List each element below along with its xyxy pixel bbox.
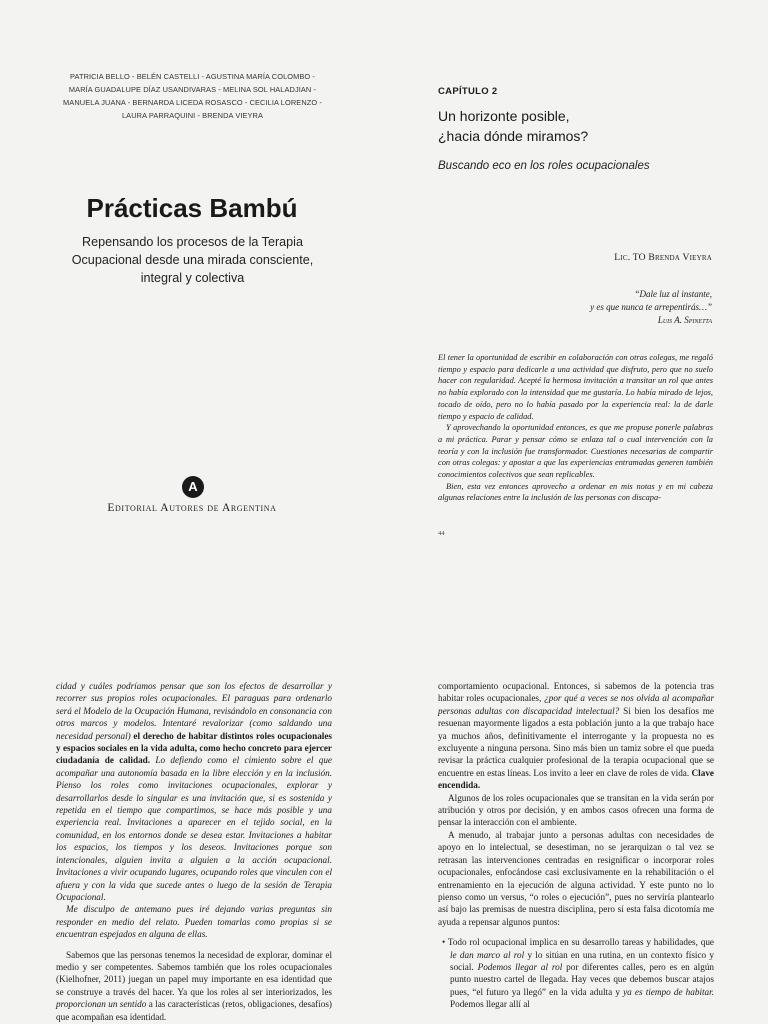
bold-span: el derecho de habitar distintos roles ocupacionales y espacios sociales en la vida adulta, como hecho concreto para ejercer ciudadanía de calidad. — [56, 730, 333, 766]
epigraph-author: Luis A. Spinetta — [657, 315, 712, 325]
text-span: y lo sitúan en una rutina, en un contexto físico y social. — [450, 949, 714, 972]
intro-paragraph: El tener la oportunidad de escribir en colaboración con otras colegas, me regaló tiempo y espacio para dedicarle a una actividad que disfruto, pero que no suelo hacer con regularidad. Acepté la hermosa invitación a transitar un rol que antes no había explorado con la intensidad que me gustaría. Lo había mirado de lejos, tocado de oído, pero no lo había pasado por la experiencia real: la de darle tiempo y espacio de calidad. — [438, 353, 713, 421]
body-page-right — [384, 640, 768, 1024]
body-page-left — [0, 640, 384, 1024]
page-number: 44 — [438, 530, 445, 537]
author-line: LAURA PARRAQUINI - BRENDA VIEYRA — [121, 111, 264, 120]
italic-span: Podemos llegar al rol — [477, 961, 563, 972]
book-title: Prácticas Bambú — [86, 193, 298, 223]
chapter-title — [438, 106, 738, 146]
epigraph-line: y es que nunca te arrepentirás…” — [590, 302, 712, 312]
text-column — [438, 680, 714, 1011]
chapter-page — [384, 0, 768, 640]
paragraph-gap — [438, 928, 714, 936]
epigraph-line: “Dale luz al instante, — [634, 289, 712, 299]
paragraph-gap — [56, 941, 332, 949]
chapter-subtitle: Buscando eco en los roles ocupacionales — [438, 160, 650, 172]
text-span: • Todo rol ocupacional implica en su desarrollo tareas y habilidades, que — [442, 937, 714, 948]
chapter-intro — [438, 352, 713, 504]
text-span: Podemos llegar allí al — [450, 999, 530, 1010]
chapter-title-line: Un horizonte posible, — [438, 108, 570, 124]
body-paragraph — [438, 680, 714, 792]
text-span: comportamiento ocupacional. Entonces, si sabemos de la potencia tras habitar roles ocupacionales, — [438, 681, 714, 704]
text-span: Sabemos que las personas tenemos la necesidad de explorar, dominar el medio y ser competentes. Sabemos también que los roles ocupacionales (Kielhofner, 2011) juegan un papel muy importante en esa identidad que se construye a través del hacer. Ya que los roles al ser interiorizados, les — [56, 949, 332, 997]
chapter-title-line: ¿hacia dónde miramos? — [438, 128, 589, 144]
intro-paragraph: Bien, esta vez entonces aprovecho a ordenar en mis notas y en mi cabeza algunas relaciones entre la inclusión de las personas con discapa- — [438, 481, 713, 503]
chapter-author: Lic. TO Brenda Vieyra — [614, 252, 712, 263]
book-a-logo-icon: A — [182, 476, 204, 498]
body-paragraph — [56, 680, 332, 903]
bullet-item — [438, 936, 714, 1010]
text-column — [56, 680, 332, 1023]
publisher-name — [0, 502, 384, 514]
book-subtitle: Repensando los procesos de la Terapia Ocupacional desde una mirada consciente, integral y colectiva — [71, 235, 314, 285]
author-list — [40, 70, 345, 122]
cover-page — [0, 0, 384, 640]
body-paragraph: A menudo, al trabajar junto a personas adultas con necesidades de apoyo en lo intelectual, se desestiman, no se jerarquizan o tal vez se retrasan las intervenciones centradas en resignificar o incorporar roles ocupacionales, enfocándose casi exclusivamente en la rehabilitación o el entrenamiento en la ejecución de alguna actividad. Y este punto no lo pienso como un versus, “o roles o ejecución”, pues no serviría plantearlo así bajo las premisas de nuestra disciplina, pero sí esta falsa dicotomía me ayuda a repensar algunos puntos: — [438, 829, 714, 927]
body-paragraph — [56, 949, 332, 1023]
text-span: por diferentes calles, pero es en algún punto nuestro cartel de llegada. Hay veces que debemos buscar atajos pues, “el futuro ya llegó” en la vida adulta y — [450, 961, 715, 997]
text-span: Si bien los desafíos me resuenan mayormente ligados a esta población junto a la que trabajo hace ya muchos años, definitivamente el interrogante y la propuesta no es excluyente a ninguna persona. Sino más bien un tamiz sobre el que pueda revisar la práctica cualquier profesional de la terapia ocupacional que se encuentre en estas líneas. Los invito a leer en clave de roles de vida. — [438, 705, 714, 778]
epigraph — [412, 288, 712, 327]
text-span: Lo defiendo como el cimiento sobre el que acompañar una autonomía basada en la libre elección y en la inclusión. Pienso los roles como invitaciones ocupacionales, explorar y desarrollarlos desde lo singular es una invitación que, si es sostenida y repetida en el tiempo que compartimos, se hace más posible y una experiencia real. Invitaciones a aparecer en el tejido social, en la comunidad, en los entornos donde se desea estar. Invitaciones a habitar los espacios, los tiempos y los deseos. Invitaciones porque son intencionales, alguien invita a alguien a la acción ocupacional. Invitaciones a vivir ocupando lugares, ocupando roles que vinculen con el afuera y con la vida que sucede antes o luego de la sesión de Terapia Ocupacional. — [56, 755, 333, 902]
italic-span: proporcionan un sentido — [56, 999, 147, 1010]
author-line: PATRICIA BELLO - BELÉN CASTELLI - AGUSTINA MARÍA COLOMBO - — [70, 72, 315, 81]
body-paragraph: Me disculpo de antemano pues iré dejando varias preguntas sin responder en medio del relato. Pueden tomarlas como propias si se encuentran espejados en alguna de ellas. — [56, 904, 332, 940]
publisher-label: Editorial Autores de Argentina — [107, 502, 277, 514]
italic-span: le dan marco al rol — [450, 949, 525, 960]
bold-span: Clave encendida. — [438, 767, 714, 791]
italic-span: ya es tiempo de habitar. — [623, 986, 715, 997]
author-line: MARÍA GUADALUPE DÍAZ USANDIVARAS - MELINA SOL HALADJIAN - — [68, 85, 317, 94]
text-span: a las características (retos, obligaciones, desafíos) que acompañan esa identidad. — [56, 999, 332, 1022]
author-line: MANUELA JUANA - BERNARDA LICEDA ROSASCO - CECILIA LORENZO - — [63, 98, 322, 107]
body-paragraph: Algunos de los roles ocupacionales que se transitan en la vida serán por atribución y otros por decisión, y en ambos casos ofrecen una forma de pensar la interacción con el ambiente. — [438, 792, 714, 828]
intro-paragraph: Y aprovechando la oportunidad entonces, es que me propuse ponerle palabras a mi práctica. Parar y pensar cómo se enlaza tal o cual intervención con la teoría y con la inclusión fue transformador. Cuestiones necesarias de compartir con otras colegas: y apostar a que las experiencias entramadas generen también conocimientos colectivos que sean replicables. — [438, 423, 713, 480]
text-span: cidad y cuáles podríamos pensar que son los efectos de desarrollar y recorrer sus propios roles ocupacionales. El paraguas para ordenarlo será el Modelo de la Ocupación Humana, revisándolo en consonancia con otros marcos y modelos. Intentaré revalorizar (como saldando una necesidad personal) — [56, 681, 332, 741]
chapter-label: CAPÍTULO 2 — [438, 86, 498, 97]
italic-span: ¿por qué a veces se nos olvida al acompañar personas adultas con discapacidad intelectual? — [438, 693, 715, 716]
